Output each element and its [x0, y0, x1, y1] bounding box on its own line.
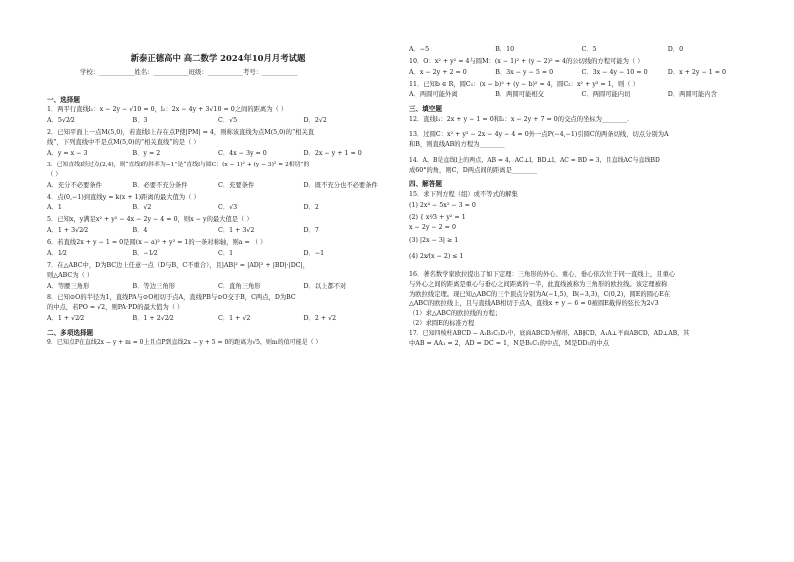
question-14-line-1: 14．A，B是直线l上的两点，AB = 4，AC⊥l，BD⊥l，AC = BD = 3，且直线AC与直线BD [409, 157, 660, 165]
option-a: A．y = x − 3 [47, 149, 88, 157]
question-13-line-2: 和B，则直线AB的方程为________ [409, 141, 505, 149]
question-17-line-1: 17．已知四棱柱ABCD − A₁B₁C₁D₁中，底面ABCD为梯形，AB∥CD，A₁A⊥平面ABCD，AD⊥AB，其 [409, 330, 690, 338]
option-c: C．1 + 3√2 [218, 227, 255, 235]
question-7-line-1: 7．在△ABC中，D为BC边上任意一点（D与B，C不重合），且|AB|² = |AD|² + |BD|·|DC|， [47, 261, 310, 269]
option-b: B．10 [495, 46, 515, 53]
left-column [47, 90, 389, 349]
question-15-part-4: (4) 2x⁄(x − 2) ≤ 1 [409, 253, 464, 260]
option-b: B．4 [132, 227, 148, 235]
question-17-line-2: 中AB = AA₁ = 2，AD = DC = 1，N是B₁C₁的中点，M是DD₁的中点 [409, 339, 610, 347]
question-15-part-2-eq-2: x − 2y − 2 = 0 [409, 224, 456, 232]
question-5: 5．已知x，y满足x² + y² − 4x − 2y − 4 = 0，则x − y的最大值是（ ） [47, 216, 253, 224]
question-1: 1．两平行直线l₁：x − 2y − √10 = 0，l₂：2x − 4y + 3√10 = 0之间的距离为（ ） [47, 106, 288, 114]
option-c: C．√5 [218, 117, 238, 125]
option-a: A．1⁄2 [47, 249, 67, 257]
question-15-part-1: (1) 2x⁴ − 5x² − 3 = 0 [409, 201, 476, 209]
option-d: D．2√2 [303, 117, 327, 125]
option-c: C．√3 [218, 204, 238, 212]
question-9-options [409, 46, 754, 54]
question-10: 10．O：x² + y² = 4与圆M：(x − 1)² + (y − 2)² = 4的公切线的方程可能为（ ） [409, 57, 644, 65]
question-2-line-1: 2．已知平面上一点M(5,0)，若直线l上存在点P使|PM| = 4，则称该直线为点M(5,0)的“相关直 [47, 128, 315, 136]
question-16-line-4: △ABC的欧拉线上，且与直线AB相切于点A，直线x + y − 6 = 0被圆E截得的弦长为2√3 [409, 300, 659, 308]
option-a: A．1 + 3√2⁄2 [47, 227, 89, 235]
option-d: D．两圆可能内含 [667, 91, 717, 99]
question-2-options [47, 150, 389, 158]
question-7-line-2: 则△ABC为（ ） [47, 271, 94, 279]
question-3-options [47, 182, 389, 190]
option-d: D．2x − y + 1 = 0 [303, 149, 362, 157]
option-a: A．1 [47, 204, 62, 212]
section-heading: 一、选择题 [47, 96, 80, 104]
question-15: 15．求下列方程（组）或不等式的解集 [409, 190, 518, 198]
option-c: C．5 [581, 46, 597, 53]
question-6-options [47, 250, 389, 258]
option-d: D．7 [303, 227, 319, 235]
question-8-options [47, 315, 389, 323]
option-c: C．1 [218, 249, 234, 257]
option-b: B．必要不充分条件 [132, 181, 188, 189]
question-15-part-3: (3) |2x − 3| ≥ 1 [409, 237, 459, 245]
option-d: D．既不充分也不必要条件 [303, 181, 378, 189]
option-a: A．−5 [409, 46, 430, 53]
option-a: A．等腰三角形 [47, 282, 90, 290]
student-info-line: 学校：___________姓名：___________班级：___________考号：___________ [80, 68, 298, 76]
question-12: 12．直线l₁：2x + y − 1 = 0和l₂：x − 2y + 7 = 0的交点的坐标为________． [409, 115, 634, 123]
question-15-part-2-eq-1: (2) { x²⁄3 + y² = 1 [409, 214, 466, 222]
question-3-line-1: 3．已知直线l经过点(2,4)，则“直线l的斜率为−1”是“直线l与圆C：(x − 1)² + (y − 3)² = 2相切”的 [47, 161, 310, 168]
right-column [409, 46, 754, 349]
option-c: C．4x − 3y = 0 [218, 149, 267, 157]
section-heading: 四、解答题 [409, 180, 442, 189]
option-c: C．直角三角形 [218, 282, 261, 290]
question-6: 6．若直线2x + y − 1 = 0是圆(x − a)² + y² = 1的一条对称轴，则a = （ ） [47, 239, 267, 247]
question-16-part-1: （1）求△ABC的欧拉线的方程； [409, 310, 502, 318]
exam-title: 新泰正德高中 高二数学 2024年10月月考试题 [130, 53, 306, 63]
question-2-line-2: 线”，下列直线中不是点M(5,0)的“相关直线”的是（ ） [47, 138, 200, 146]
option-b: B．3x − y − 5 = 0 [495, 68, 554, 76]
option-c: C．两圆可能内切 [581, 91, 631, 99]
option-b: B．y = 2 [132, 149, 161, 157]
question-1-options [47, 117, 389, 125]
option-a: A．x − 2y + 2 = 0 [409, 68, 467, 76]
question-5-options [47, 227, 389, 235]
option-a: A．两圆可能外离 [409, 91, 458, 99]
question-8-line-1: 8．已知⊙O的半径为1，直线PA与⊙O相切于点A，直线PB与⊙O交于B，C两点，D为BC [47, 294, 296, 302]
option-b: B．√2 [132, 204, 152, 212]
question-11: 11．已知b ∈ R，圆C₁：(x − b)² + (y − b)² = 4，圆C₂：x² + y² = 1，则（ ） [409, 80, 639, 88]
option-b: B．3 [132, 117, 148, 125]
question-16-line-1: 16．著名数学家欧拉提出了如下定理：三角形的外心、重心、垂心依次位于同一直线上，且重心 [409, 270, 676, 278]
option-a: A．1 + √2⁄2 [47, 315, 85, 323]
option-b: B．等边三角形 [132, 282, 175, 290]
question-8-line-2: 的中点，若PO = √2，则PA·PD的最大值为（ ） [47, 304, 184, 312]
option-c: C．充要条件 [218, 181, 255, 189]
question-4: 4．点(0,−1)到直线y = k(x + 1)距离的最大值为（ ） [47, 193, 200, 201]
section-heading: 二、多项选择题 [47, 328, 94, 337]
question-9: 9．已知点P在直线2x − y + m = 0上且点P到直线2x − y + 5 = 0的距离为√5，则m的值可能是（ ） [47, 339, 322, 347]
question-16-part-2: （2）求圆E的标准方程 [409, 320, 475, 328]
option-b: B．−1⁄2 [132, 249, 158, 257]
option-a: A．充分不必要条件 [47, 181, 102, 189]
option-d: D．x + 2y − 1 = 0 [667, 68, 727, 76]
question-16-line-2: 与外心之间的距离是重心与垂心之间距离的一半，此直线被称为三角形的欧拉线。该定理被称 [409, 280, 668, 288]
option-d: D．−1 [303, 249, 325, 257]
option-d: D．2 + √2 [303, 315, 337, 323]
option-c: C．1 + √2 [218, 315, 251, 323]
option-b: B．1 + 2√2⁄2 [132, 315, 174, 323]
question-13-line-1: 13．过圆C：x² + y² − 2x − 4y − 4 = 0外一点P(−4,−1)引圆C的两条切线，切点分别为A [409, 131, 669, 139]
option-a: A．5√2⁄2 [47, 117, 75, 125]
question-14-line-2: 成60°的角，则C，D两点间的距离是________ [409, 166, 538, 174]
question-7-options [47, 283, 389, 291]
question-3-line-2: （ ） [47, 170, 62, 178]
question-10-options [409, 69, 754, 77]
section-heading: 三、填空题 [409, 105, 442, 114]
question-16-line-3: 为欧拉线定理。现已知△ABC的三个顶点分别为A(−1,5)，B(−3,3)，C(0,2)，圆E的圆心E在 [409, 290, 671, 298]
option-c: C．3x − 4y − 10 = 0 [581, 68, 648, 76]
option-d: D．以上都不对 [303, 282, 347, 290]
option-d: D．0 [667, 46, 684, 53]
option-b: B．两圆可能相交 [495, 91, 544, 99]
question-4-options [47, 204, 389, 212]
option-d: D．2 [303, 204, 319, 212]
question-11-options [409, 91, 754, 99]
